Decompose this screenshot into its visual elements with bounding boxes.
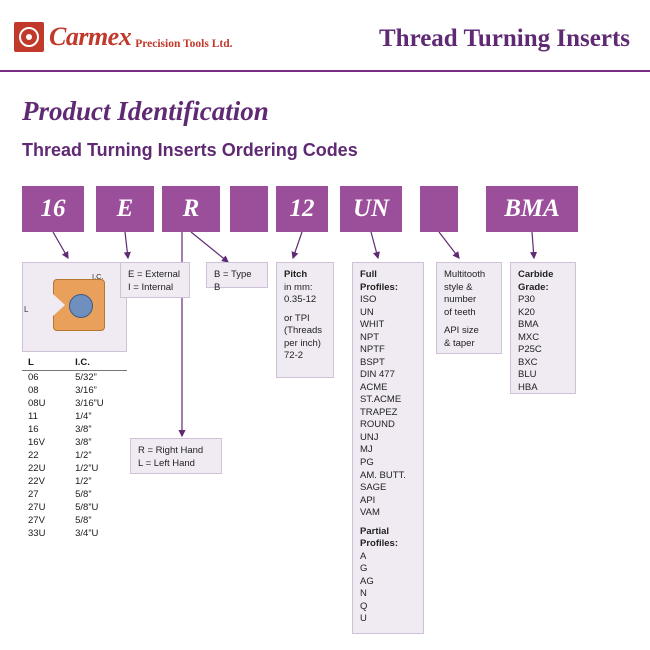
grade-item: K20 [518,306,535,318]
profile-item: DIN 477 [360,369,395,381]
column-header-L: L [22,356,59,371]
partial-profile-item: AG [360,575,374,587]
panel-hand-direction [130,438,222,474]
carmex-gear-logo-icon [14,22,44,52]
table-row [22,423,127,436]
panel-thread-profiles [352,262,424,634]
table-row [22,488,127,501]
code-box-size: 16 [22,186,84,232]
profile-item: ROUND [360,419,395,431]
cell-IC: 3/16”U [75,398,104,409]
grade-item: BMA [518,319,539,331]
panel-line: L = Left Hand [138,457,195,469]
profile-item: API [360,494,376,506]
panel-line: 72-2 [284,350,304,362]
panel-line: or TPI [284,312,310,324]
panel-title2: Grade: [518,281,549,293]
cell-IC: 3/8” [75,424,92,435]
cell-IC: 5/8” [75,515,92,526]
cell-L: 16 [28,424,39,435]
panel-line: per inch) [284,337,321,349]
main-title: Product Identification [22,96,269,126]
table-row [22,527,127,540]
table-row [22,462,127,475]
table-row [22,436,127,449]
cell-IC: 1/2” [75,476,92,487]
profile-item: SAGE [360,482,387,494]
column-header-IC: I.C. [59,356,127,371]
panel-line: I = Internal [128,281,174,293]
panel-line: Multitooth [444,269,486,280]
profile-item: WHIT [360,319,385,331]
profile-item: UNJ [360,431,379,443]
panel-title: Full [360,269,377,280]
grade-item: P25C [518,344,542,356]
profile-item: ACME [360,381,388,393]
panel-line: in mm: [284,281,313,293]
panel-line: 0.35-12 [284,294,317,306]
code-box-ext-int: E [96,186,154,232]
code-box-hand: R [162,186,220,232]
brand-subtitle: Precision Tools Ltd. [135,38,233,50]
sub-title: Thread Turning Inserts Ordering Codes [22,140,358,160]
panel-line: & taper [444,337,475,349]
profile-item: ST.ACME [360,394,402,406]
cell-L: 27V [28,515,45,526]
cell-L: 06 [28,372,39,383]
insert-tip-shape [53,294,65,316]
cell-L: 22V [28,476,45,487]
panel-partial-title2: Profiles: [360,538,399,550]
dimension-label-L: L [24,305,29,314]
cell-IC: 3/4”U [75,528,99,539]
code-box-multitooth [420,186,458,232]
table-row [22,449,127,462]
code-box-pitch: 12 [276,186,328,232]
grade-item: BLU [518,369,537,381]
cell-L: 22 [28,450,39,461]
panel-line: (Threads [284,325,323,337]
profile-item: PG [360,456,374,468]
cell-L: 33U [28,528,46,539]
profile-item: NPTF [360,344,385,356]
profile-item: UN [360,306,374,318]
insert-body-shape [53,279,105,331]
cell-IC: 1/4” [75,411,92,422]
cell-L: 08U [28,398,46,409]
cell-L: 08 [28,385,39,396]
panel-pitch [276,262,334,378]
cell-IC: 3/16” [75,385,97,396]
table-row [22,501,127,514]
partial-profile-item: N [360,588,367,600]
panel-title: Carbide [518,269,554,280]
profile-item: VAM [360,507,380,519]
partial-profile-item: A [360,550,367,562]
page-header [0,0,650,72]
panel-line: B = Type B [214,269,252,293]
panel-multitooth [436,262,502,354]
panel-carbide-grade [510,262,576,394]
brand-logo [14,22,232,52]
panel-line: number [444,294,477,306]
panel-title2: Profiles: [360,281,399,293]
partial-profile-item: G [360,563,368,575]
brand-name: Carmex [49,22,132,51]
panel-partial-title: Partial [360,525,390,537]
table-row [22,384,127,397]
code-box-grade: BMA [486,186,578,232]
partial-profile-item: Q [360,600,368,612]
grade-item: HBA [518,381,538,393]
cell-L: 27U [28,502,46,513]
profile-item: BSPT [360,356,385,368]
grade-item: P30 [518,294,535,306]
cell-IC: 5/32” [75,372,97,383]
panel-title: Pitch [284,269,308,280]
panel-line: R = Right Hand [138,445,204,456]
cell-L: 11 [28,411,38,422]
cell-IC: 1/2” [75,450,92,461]
cell-IC: 1/2”U [75,463,99,474]
profile-item: ISO [360,294,377,306]
panel-line: E = External [128,269,181,280]
table-row [22,371,127,385]
cell-IC: 5/8”U [75,502,99,513]
code-box-type [230,186,268,232]
panel-external-internal [120,262,190,298]
code-box-profile: UN [340,186,402,232]
grade-item: MXC [518,331,540,343]
table-row [22,475,127,488]
table-row [22,397,127,410]
profile-item: NPT [360,331,379,343]
size-table [22,356,127,540]
cell-IC: 5/8” [75,489,92,500]
panel-type-b [206,262,268,293]
table-header-row [22,356,127,371]
panel-line: API size [444,325,479,337]
cell-L: 27 [28,489,39,500]
table-row [22,410,127,423]
page-title: Thread Turning Inserts [378,25,630,52]
cell-L: 16V [28,437,45,448]
profile-item: AM. BUTT. [360,469,406,481]
grade-item: BXC [518,356,538,368]
profile-item: TRAPEZ [360,406,398,418]
panel-line: of teeth [444,306,476,318]
insert-hole-shape [69,294,93,318]
profile-item: MJ [360,444,373,456]
cell-L: 22U [28,463,46,474]
insert-diagram [22,262,127,352]
table-row [22,514,127,527]
panel-line: style & [444,281,473,293]
dimension-label-IC: I.C. [92,272,104,281]
partial-profile-item: U [360,613,367,625]
cell-IC: 3/8” [75,437,92,448]
